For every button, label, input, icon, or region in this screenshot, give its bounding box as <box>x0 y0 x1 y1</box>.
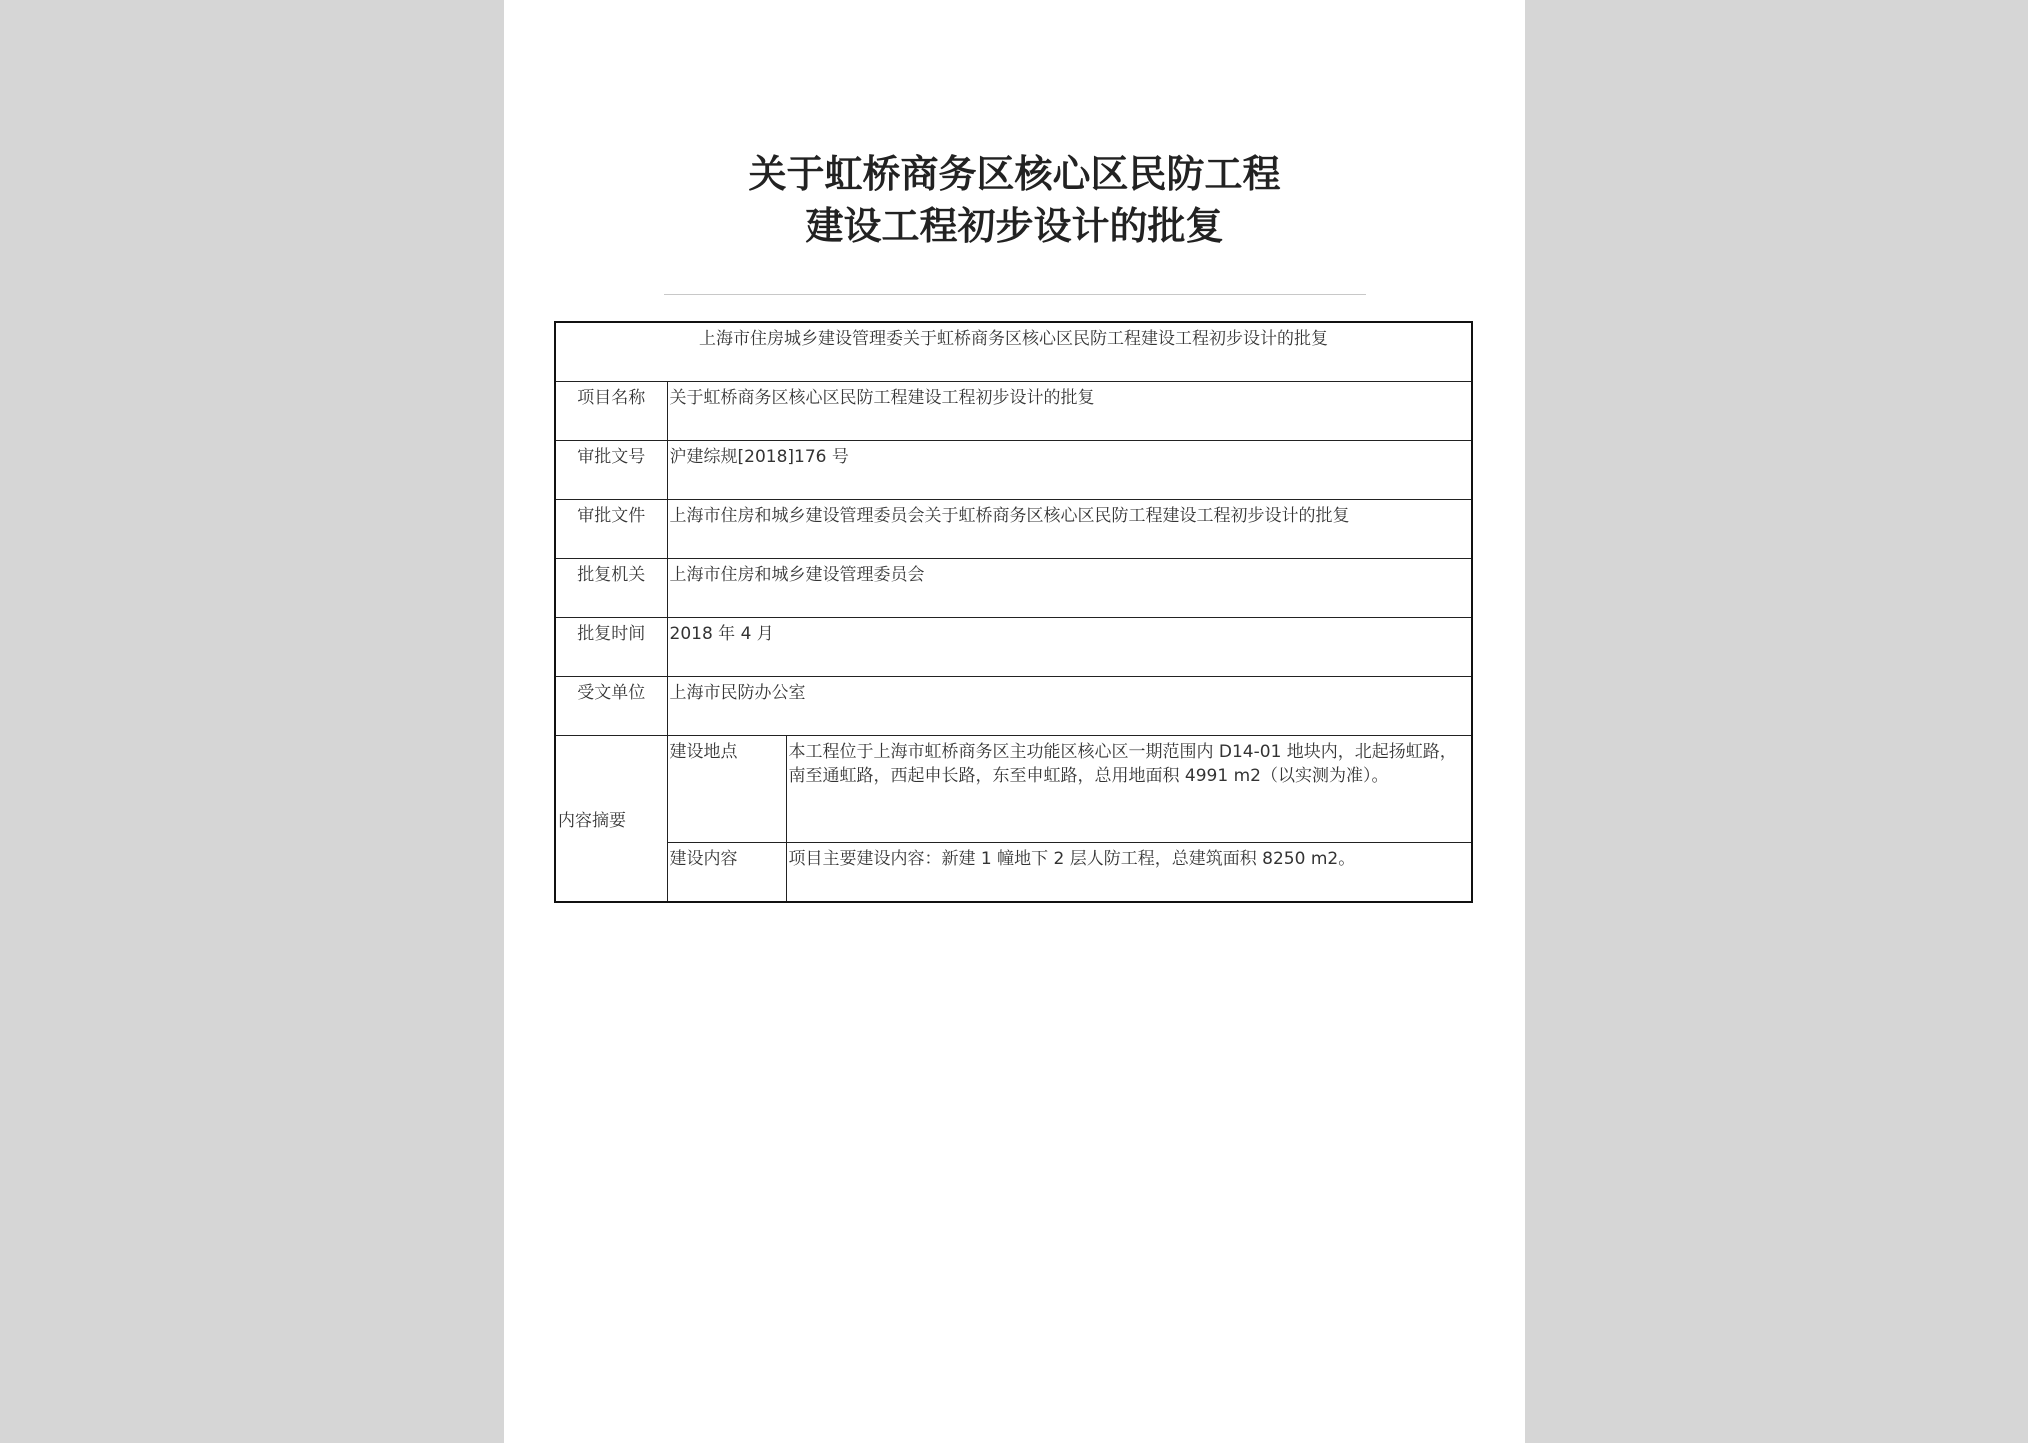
row-label-approving-authority: 批复机关 <box>555 559 667 618</box>
table-row <box>555 500 1472 559</box>
table-header-row <box>555 322 1472 382</box>
row-value-approving-authority: 上海市住房和城乡建设管理委员会 <box>667 559 1472 618</box>
row-value-recipient: 上海市民防办公室 <box>667 677 1472 736</box>
summary-item-label-site: 建设地点 <box>667 736 786 843</box>
row-value-approval-number: 沪建综规[2018]176 号 <box>667 441 1472 500</box>
summary-item-value-content: 项目主要建设内容：新建 1 幢地下 2 层人防工程，总建筑面积 8250 m2。 <box>786 843 1472 903</box>
summary-label: 内容摘要 <box>555 736 667 903</box>
document-title-line-2: 建设工程初步设计的批复 <box>805 203 1224 248</box>
summary-item-value-site: 本工程位于上海市虹桥商务区主功能区核心区一期范围内 D14-01 地块内，北起扬虹路，南至通虹路，西起申长路，东至申虹路，总用地面积 4991 m2（以实测为准）。 <box>786 736 1472 843</box>
row-label-approval-number: 审批文号 <box>555 441 667 500</box>
row-label-approval-document: 审批文件 <box>555 500 667 559</box>
title-divider <box>664 294 1366 295</box>
row-value-project-name: 关于虹桥商务区核心区民防工程建设工程初步设计的批复 <box>667 382 1472 441</box>
summary-item-label-content: 建设内容 <box>667 843 786 903</box>
row-value-approval-date: 2018 年 4 月 <box>667 618 1472 677</box>
summary-row-content <box>555 843 1472 903</box>
summary-row-site <box>555 736 1472 843</box>
table-row <box>555 677 1472 736</box>
document-page <box>504 0 1525 1443</box>
approval-info-table <box>554 321 1473 903</box>
table-header: 上海市住房城乡建设管理委关于虹桥商务区核心区民防工程建设工程初步设计的批复 <box>555 322 1472 382</box>
row-value-approval-document: 上海市住房和城乡建设管理委员会关于虹桥商务区核心区民防工程建设工程初步设计的批复 <box>667 500 1472 559</box>
table-row <box>555 441 1472 500</box>
table-row <box>555 618 1472 677</box>
row-label-recipient: 受文单位 <box>555 677 667 736</box>
row-label-approval-date: 批复时间 <box>555 618 667 677</box>
row-label-project-name: 项目名称 <box>555 382 667 441</box>
table-row <box>555 559 1472 618</box>
document-title-line-1: 关于虹桥商务区核心区民防工程 <box>748 151 1281 196</box>
table-row <box>555 382 1472 441</box>
document-title <box>504 148 1525 252</box>
